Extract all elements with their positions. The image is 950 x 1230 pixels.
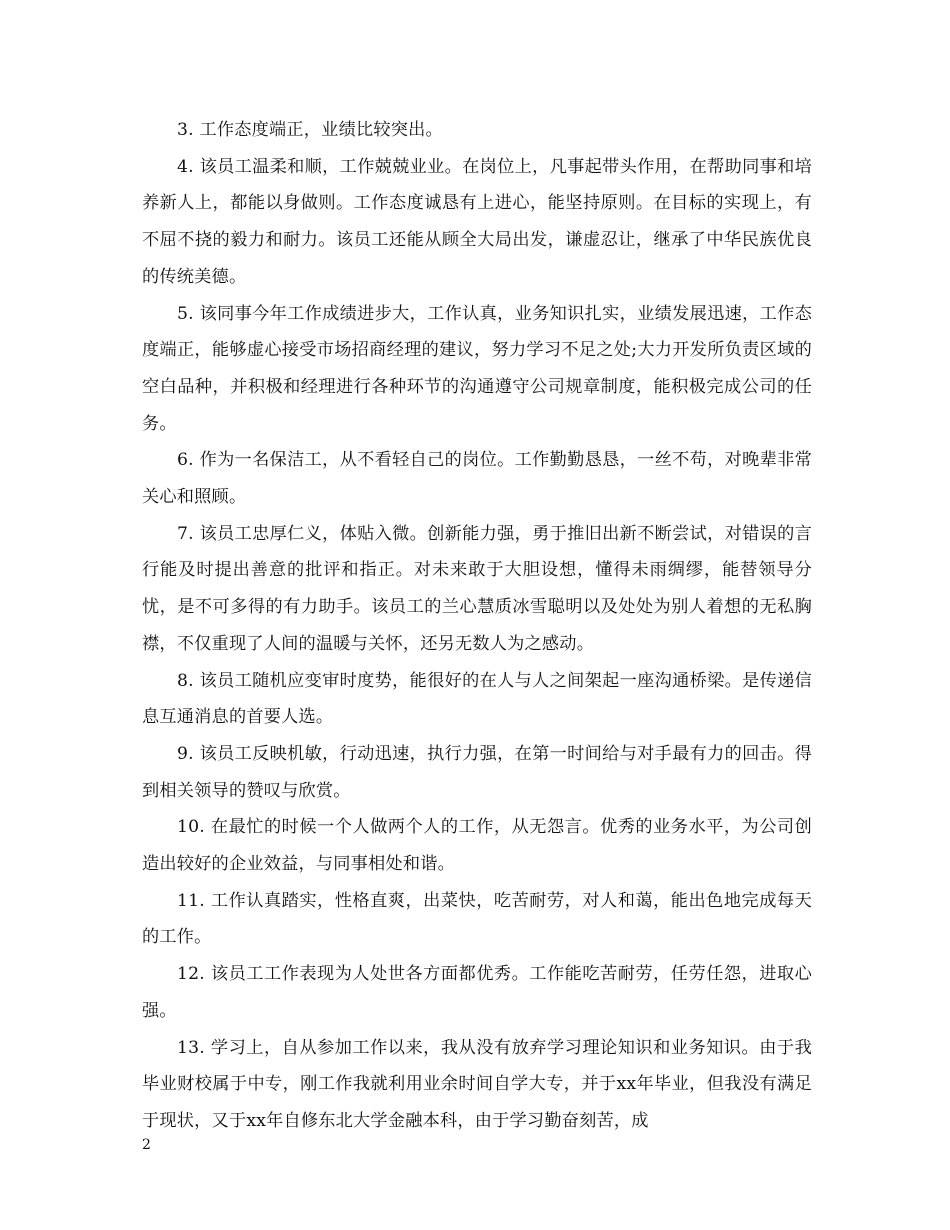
paragraph-10: 10. 在最忙的时候一个人做两个人的工作，从无怨言。优秀的业务水平，为公司创造出较好的企业效益，与同事相处和谐。 — [142, 817, 812, 875]
paragraph-13: 13. 学习上，自从参加工作以来，我从没有放弃学习理论知识和业务知识。由于我毕业财校属于中专，刚工作我就利用业余时间自学大专，并于xx年毕业，但我没有满足于现状，又于xx年自修东北大学金融本科，由于学习勤奋刻苦，成 — [142, 1037, 812, 1131]
paragraph-11: 11. 工作认真踏实，性格直爽，出菜快，吃苦耐劳，对人和蔼，能出色地完成每天的工作。 — [142, 890, 812, 948]
page-number: 2 — [142, 1137, 151, 1153]
paragraph-5: 5. 该同事今年工作成绩进步大，工作认真，业务知识扎实，业绩发展迅速，工作态度端正，能够虚心接受市场招商经理的建议，努力学习不足之处;大力开发所负责区域的空白品种，并积极和经理进行各种环节的沟通遵守公司规章制度，能积极完成公司的任务。 — [142, 303, 812, 434]
document-body — [142, 112, 812, 1140]
paragraph-6: 6. 作为一名保洁工，从不看轻自己的岗位。工作勤勤恳恳，一丝不苟，对晚辈非常关心和照顾。 — [142, 450, 812, 508]
paragraph-7: 7. 该员工忠厚仁义，体贴入微。创新能力强，勇于推旧出新不断尝试，对错误的言行能及时提出善意的批评和指正。对未来敢于大胆设想，懂得未雨绸缪，能替领导分忧，是不可多得的有力助手。该员工的兰心慧质冰雪聪明以及处处为别人着想的无私胸襟，不仅重现了人间的温暖与关怀，还另无数人为之感动。 — [142, 523, 812, 654]
paragraph-8: 8. 该员工随机应变审时度势，能很好的在人与人之间架起一座沟通桥梁。是传递信息互通消息的首要人选。 — [142, 670, 812, 728]
paragraph-4: 4. 该员工温柔和顺，工作兢兢业业。在岗位上，凡事起带头作用，在帮助同事和培养新人上，都能以身做则。工作态度诚恳有上进心，能坚持原则。在目标的实现上，有不屈不挠的毅力和耐力。该员工还能从顾全大局出发，谦虚忍让，继承了中华民族优良的传统美德。 — [142, 156, 812, 287]
paragraph-12: 12. 该员工工作表现为人处世各方面都优秀。工作能吃苦耐劳，任劳任怨，进取心强。 — [142, 964, 812, 1021]
paragraph-9: 9. 该员工反映机敏，行动迅速，执行力强，在第一时间给与对手最有力的回击。得到相关领导的赞叹与欣赏。 — [142, 743, 812, 801]
paragraph-3: 3. 工作态度端正，业绩比较突出。 — [177, 120, 443, 140]
